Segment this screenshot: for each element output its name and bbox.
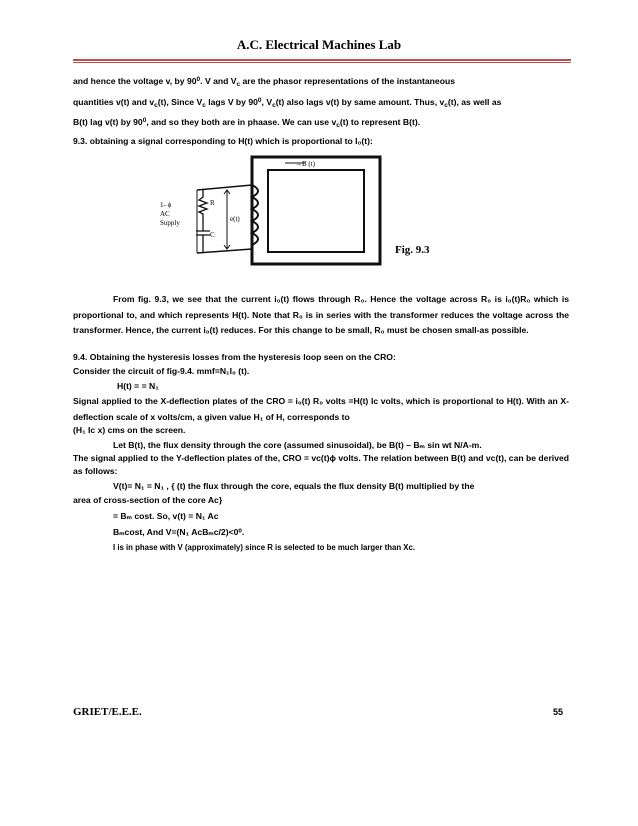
- x-deflection-paragraph: Signal applied to the X-deflection plates of the CRO = i₀(t) R₀ volts =H(t) Iᴄ volts, which is proportional to H(t). With an X-deflection scale of x volts/cm, a given value H₁ of H, corresponds to: [73, 396, 569, 422]
- area-line: area of cross-section of the core Aᴄ}: [73, 495, 223, 505]
- intro-line-1: and hence the voltage v, by $90^0$. V and $V_c$ are the phasor representations of the instantaneous: [73, 76, 455, 88]
- section-9-3-heading: 9.3. obtaining a signal corresponding to H(t) which is proportional to I₀(t):: [73, 135, 373, 146]
- capacitor-c: [196, 221, 210, 253]
- y-deflection-paragraph: The signal applied to the Y-deflection plates of the, CRO = vᴄ(t)ϕ volts. The relation between B(t) and vᴄ(t), can be derived as follows:: [73, 453, 569, 476]
- ac-label: AC: [160, 210, 170, 218]
- ht-equation: H(t) = = N₁: [117, 381, 159, 391]
- core-outer: [252, 157, 380, 264]
- flux-label: →B (t): [295, 160, 316, 168]
- wire-top: [197, 185, 252, 190]
- header-rule: [73, 59, 571, 61]
- emf-label: e(t): [230, 215, 240, 223]
- wire-bottom: [197, 249, 252, 253]
- fig-explanation-paragraph: From fig. 9.3, we see that the current i₀(t) flows through R₀. Hence the voltage across R₀ is i₀(t)R₀ which is proportional to, and which represents H(t). Note that R₀ is in series with the transformer reduces the voltage across the transformer. Hence, the current i₀(t) reduces. For this change to be small, R₀ must be chosen small-as possible.: [73, 294, 569, 335]
- h1-line: (H₁ Iᴄ x) cms on the screen.: [73, 425, 186, 435]
- vt-cos-equation: = Bₘ cost. So, v(t) = N₁ Aᴄ: [113, 511, 219, 521]
- figure-9-3: [155, 155, 485, 285]
- capacitor-label: C: [210, 231, 215, 239]
- consider-line: Consider the circuit of fig-9.4. mmf=N₁I₀ (t).: [73, 366, 250, 376]
- footer-department: GRIET/E.E.E.: [73, 706, 142, 718]
- flux-density-line: Let B(t), the flux density through the core (assumed sinusoidal), be B(t) – Bₘ sin wt N/A-m.: [113, 440, 482, 450]
- phase-note: I is in phase with V (approximately) since R is selected to be much larger than Xᴄ.: [113, 543, 416, 552]
- resistor-r: [199, 190, 207, 221]
- resistor-label: R: [210, 199, 215, 207]
- page-number: 55: [553, 707, 564, 717]
- intro-line-3: B(t) lag v(t) by $90^0$, and so they both are in phaase. We can use $v_c(t)$ to represent B(t).: [73, 117, 421, 129]
- intro-paragraph: [73, 72, 569, 149]
- core-inner: [268, 170, 364, 252]
- figure-caption: Fig. 9.3: [395, 244, 430, 256]
- supply-label: Supply: [160, 219, 180, 227]
- header-rule-thin: [73, 62, 571, 63]
- page-header: A.C. Electrical Machines Lab: [236, 37, 402, 52]
- intro-line-2: quantities v(t) and $v_c(t)$, Since $V_c$ lags V by $90^0$, $V_c(t)$ also lags v(t) by same amount. Thus, $v_c(t)$, as well as: [73, 96, 502, 109]
- source-label: 1- ϕ: [160, 201, 172, 209]
- v-phasor-equation: Bₘcost, And V=(N₁ AᴄBₘc/2)<0⁰.: [113, 527, 245, 537]
- section-9-4-heading: 9.4. Obtaining the hysteresis losses from the hysteresis loop seen on the CRO:: [73, 352, 396, 362]
- vt-equation: V(t)= N₁ = N₁ , { (t) the flux through the core, equals the flux density B(t) multiplied by the: [113, 481, 475, 491]
